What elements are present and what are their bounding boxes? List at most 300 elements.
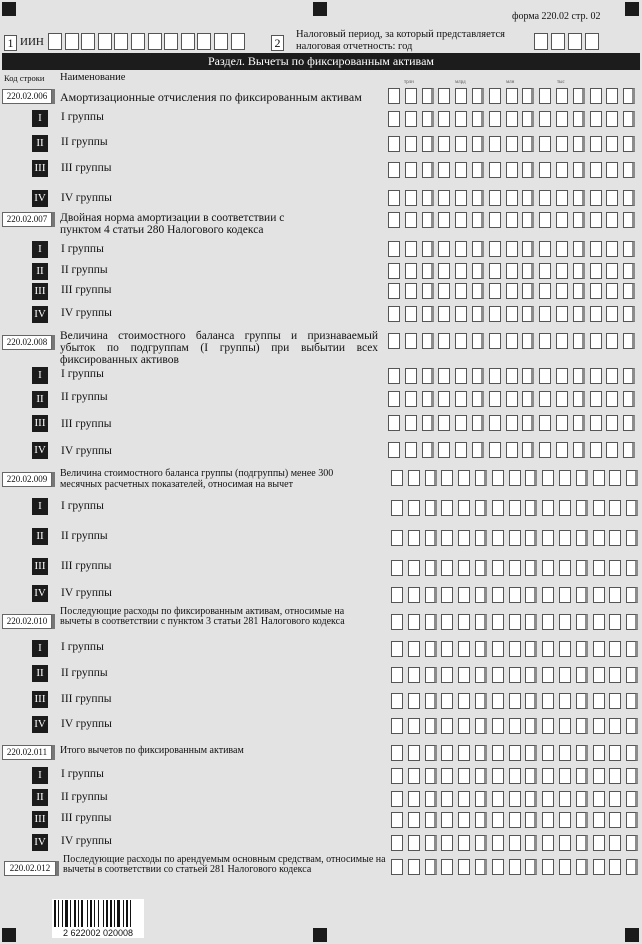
amount-digit-cell[interactable] xyxy=(509,812,521,828)
amount-digit-cell[interactable] xyxy=(506,241,518,257)
amount-digit-cell[interactable] xyxy=(522,136,534,152)
amount-digit-cell[interactable] xyxy=(489,111,501,127)
amount-digit-cell[interactable] xyxy=(422,263,434,279)
amount-digit-cell[interactable] xyxy=(576,693,588,709)
amount-digit-cell[interactable] xyxy=(626,560,638,576)
amount-digit-cell[interactable] xyxy=(489,333,501,349)
amount-digit-cell[interactable] xyxy=(408,530,420,546)
amount-digit-cell[interactable] xyxy=(623,241,635,257)
amount-digit-cell[interactable] xyxy=(623,442,635,458)
amount-digit-cell[interactable] xyxy=(609,745,621,761)
amount-digit-cell[interactable] xyxy=(388,333,400,349)
amount-digit-cell[interactable] xyxy=(441,859,453,875)
amount-digit-cell[interactable] xyxy=(573,283,585,299)
amount-digit-cell[interactable] xyxy=(626,500,638,516)
amount-digit-cell[interactable] xyxy=(606,442,618,458)
amount-digit-cell[interactable] xyxy=(422,442,434,458)
amount-digit-cell[interactable] xyxy=(593,641,605,657)
amount-digit-cell[interactable] xyxy=(556,190,568,206)
amount-digit-cell[interactable] xyxy=(556,136,568,152)
amount-digit-cell[interactable] xyxy=(576,812,588,828)
amount-digit-cell[interactable] xyxy=(559,745,571,761)
amount-digit-cell[interactable] xyxy=(472,415,484,431)
amount-digit-cell[interactable] xyxy=(506,368,518,384)
amount-digit-cell[interactable] xyxy=(441,768,453,784)
amount-digit-cell[interactable] xyxy=(623,263,635,279)
amount-digit-cell[interactable] xyxy=(506,88,518,104)
amount-digit-cell[interactable] xyxy=(525,641,537,657)
amount-digit-cell[interactable] xyxy=(405,306,417,322)
amount-digit-cell[interactable] xyxy=(472,136,484,152)
amount-digit-cell[interactable] xyxy=(472,368,484,384)
amount-digit-cell[interactable] xyxy=(522,212,534,228)
amount-digit-cell[interactable] xyxy=(422,88,434,104)
amount-digit-cell[interactable] xyxy=(472,306,484,322)
amount-digit-cell[interactable] xyxy=(388,306,400,322)
amount-digit-cell[interactable] xyxy=(391,693,403,709)
amount-digit-cell[interactable] xyxy=(506,212,518,228)
amount-digit-cell[interactable] xyxy=(539,306,551,322)
amount-digit-cell[interactable] xyxy=(472,162,484,178)
amount-digit-cell[interactable] xyxy=(609,667,621,683)
amount-digit-cell[interactable] xyxy=(542,835,554,851)
amount-digit-cell[interactable] xyxy=(509,587,521,603)
amount-digit-cell[interactable] xyxy=(438,442,450,458)
amount-digit-cell[interactable] xyxy=(388,415,400,431)
amount-digit-cell[interactable] xyxy=(408,768,420,784)
amount-digit-cell[interactable] xyxy=(559,768,571,784)
amount-digit-cell[interactable] xyxy=(573,162,585,178)
amount-digit-cell[interactable] xyxy=(590,263,602,279)
amount-digit-cell[interactable] xyxy=(593,768,605,784)
amount-digit-cell[interactable] xyxy=(438,306,450,322)
amount-digit-cell[interactable] xyxy=(408,835,420,851)
amount-digit-cell[interactable] xyxy=(590,442,602,458)
amount-digit-cell[interactable] xyxy=(489,212,501,228)
amount-digit-cell[interactable] xyxy=(492,667,504,683)
amount-digit-cell[interactable] xyxy=(556,333,568,349)
amount-digit-cell[interactable] xyxy=(556,212,568,228)
amount-digit-cell[interactable] xyxy=(438,241,450,257)
amount-digit-cell[interactable] xyxy=(539,212,551,228)
amount-digit-cell[interactable] xyxy=(623,283,635,299)
amount-digit-cell[interactable] xyxy=(475,667,487,683)
amount-digit-cell[interactable] xyxy=(525,667,537,683)
amount-digit-cell[interactable] xyxy=(542,614,554,630)
amount-digit-cell[interactable] xyxy=(522,241,534,257)
amount-digit-cell[interactable] xyxy=(455,368,467,384)
amount-digit-cell[interactable] xyxy=(506,136,518,152)
amount-digit-cell[interactable] xyxy=(472,263,484,279)
amount-digit-cell[interactable] xyxy=(405,136,417,152)
amount-digit-cell[interactable] xyxy=(559,641,571,657)
amount-digit-cell[interactable] xyxy=(391,500,403,516)
amount-digit-cell[interactable] xyxy=(492,859,504,875)
amount-digit-cell[interactable] xyxy=(590,111,602,127)
amount-digit-cell[interactable] xyxy=(559,587,571,603)
amount-digit-cell[interactable] xyxy=(458,614,470,630)
amount-digit-cell[interactable] xyxy=(556,391,568,407)
amount-digit-cell[interactable] xyxy=(593,470,605,486)
amount-digit-cell[interactable] xyxy=(391,768,403,784)
amount-digit-cell[interactable] xyxy=(441,718,453,734)
amount-digit-cell[interactable] xyxy=(425,614,437,630)
amount-digit-cell[interactable] xyxy=(593,667,605,683)
amount-digit-cell[interactable] xyxy=(593,693,605,709)
amount-digit-cell[interactable] xyxy=(438,283,450,299)
amount-digit-cell[interactable] xyxy=(542,859,554,875)
amount-digit-cell[interactable] xyxy=(573,368,585,384)
amount-digit-cell[interactable] xyxy=(391,791,403,807)
amount-digit-cell[interactable] xyxy=(455,283,467,299)
amount-digit-cell[interactable] xyxy=(441,641,453,657)
amount-digit-cell[interactable] xyxy=(506,306,518,322)
digit-cell[interactable] xyxy=(181,33,195,50)
amount-digit-cell[interactable] xyxy=(425,791,437,807)
amount-digit-cell[interactable] xyxy=(492,530,504,546)
amount-digit-cell[interactable] xyxy=(539,88,551,104)
amount-digit-cell[interactable] xyxy=(522,162,534,178)
amount-digit-cell[interactable] xyxy=(525,530,537,546)
amount-digit-cell[interactable] xyxy=(539,241,551,257)
amount-digit-cell[interactable] xyxy=(539,136,551,152)
amount-digit-cell[interactable] xyxy=(556,162,568,178)
amount-digit-cell[interactable] xyxy=(405,391,417,407)
amount-digit-cell[interactable] xyxy=(455,190,467,206)
amount-digit-cell[interactable] xyxy=(593,560,605,576)
amount-digit-cell[interactable] xyxy=(509,791,521,807)
amount-digit-cell[interactable] xyxy=(623,162,635,178)
amount-digit-cell[interactable] xyxy=(542,768,554,784)
amount-digit-cell[interactable] xyxy=(438,88,450,104)
amount-digit-cell[interactable] xyxy=(458,667,470,683)
amount-digit-cell[interactable] xyxy=(438,368,450,384)
amount-digit-cell[interactable] xyxy=(408,560,420,576)
amount-digit-cell[interactable] xyxy=(458,560,470,576)
amount-digit-cell[interactable] xyxy=(388,241,400,257)
amount-digit-cell[interactable] xyxy=(539,368,551,384)
amount-digit-cell[interactable] xyxy=(492,693,504,709)
amount-digit-cell[interactable] xyxy=(455,263,467,279)
amount-digit-cell[interactable] xyxy=(606,415,618,431)
amount-digit-cell[interactable] xyxy=(556,415,568,431)
amount-digit-cell[interactable] xyxy=(455,306,467,322)
amount-digit-cell[interactable] xyxy=(388,368,400,384)
amount-digit-cell[interactable] xyxy=(492,500,504,516)
digit-cell[interactable] xyxy=(114,33,128,50)
amount-digit-cell[interactable] xyxy=(458,587,470,603)
amount-digit-cell[interactable] xyxy=(573,263,585,279)
amount-digit-cell[interactable] xyxy=(606,241,618,257)
amount-digit-cell[interactable] xyxy=(590,212,602,228)
amount-digit-cell[interactable] xyxy=(576,718,588,734)
amount-digit-cell[interactable] xyxy=(458,745,470,761)
amount-digit-cell[interactable] xyxy=(489,190,501,206)
amount-digit-cell[interactable] xyxy=(606,283,618,299)
amount-digit-cell[interactable] xyxy=(391,641,403,657)
digit-cell[interactable] xyxy=(98,33,112,50)
amount-digit-cell[interactable] xyxy=(475,745,487,761)
amount-digit-cell[interactable] xyxy=(475,768,487,784)
amount-digit-cell[interactable] xyxy=(525,693,537,709)
amount-digit-cell[interactable] xyxy=(455,88,467,104)
amount-digit-cell[interactable] xyxy=(425,718,437,734)
amount-digit-cell[interactable] xyxy=(606,212,618,228)
amount-digit-cell[interactable] xyxy=(606,263,618,279)
amount-digit-cell[interactable] xyxy=(626,791,638,807)
amount-digit-cell[interactable] xyxy=(609,791,621,807)
amount-digit-cell[interactable] xyxy=(556,283,568,299)
amount-digit-cell[interactable] xyxy=(425,768,437,784)
amount-digit-cell[interactable] xyxy=(458,718,470,734)
amount-digit-cell[interactable] xyxy=(489,263,501,279)
amount-digit-cell[interactable] xyxy=(506,162,518,178)
amount-digit-cell[interactable] xyxy=(593,835,605,851)
digit-cell[interactable] xyxy=(197,33,211,50)
digit-cell[interactable] xyxy=(48,33,62,50)
amount-digit-cell[interactable] xyxy=(408,614,420,630)
amount-digit-cell[interactable] xyxy=(391,835,403,851)
amount-digit-cell[interactable] xyxy=(522,283,534,299)
amount-digit-cell[interactable] xyxy=(609,859,621,875)
amount-digit-cell[interactable] xyxy=(559,859,571,875)
amount-digit-cell[interactable] xyxy=(391,587,403,603)
amount-digit-cell[interactable] xyxy=(506,263,518,279)
amount-digit-cell[interactable] xyxy=(539,442,551,458)
amount-digit-cell[interactable] xyxy=(556,263,568,279)
amount-digit-cell[interactable] xyxy=(425,500,437,516)
amount-digit-cell[interactable] xyxy=(525,745,537,761)
amount-digit-cell[interactable] xyxy=(573,391,585,407)
amount-digit-cell[interactable] xyxy=(573,306,585,322)
amount-digit-cell[interactable] xyxy=(609,560,621,576)
amount-digit-cell[interactable] xyxy=(492,812,504,828)
amount-digit-cell[interactable] xyxy=(576,587,588,603)
amount-digit-cell[interactable] xyxy=(506,190,518,206)
amount-digit-cell[interactable] xyxy=(405,283,417,299)
amount-digit-cell[interactable] xyxy=(626,470,638,486)
amount-digit-cell[interactable] xyxy=(509,560,521,576)
amount-digit-cell[interactable] xyxy=(408,500,420,516)
amount-digit-cell[interactable] xyxy=(438,263,450,279)
amount-digit-cell[interactable] xyxy=(542,791,554,807)
amount-digit-cell[interactable] xyxy=(509,768,521,784)
amount-digit-cell[interactable] xyxy=(593,791,605,807)
amount-digit-cell[interactable] xyxy=(405,212,417,228)
amount-digit-cell[interactable] xyxy=(405,162,417,178)
amount-digit-cell[interactable] xyxy=(542,693,554,709)
amount-digit-cell[interactable] xyxy=(509,530,521,546)
digit-cell[interactable] xyxy=(65,33,79,50)
amount-digit-cell[interactable] xyxy=(422,283,434,299)
amount-digit-cell[interactable] xyxy=(556,111,568,127)
amount-digit-cell[interactable] xyxy=(525,812,537,828)
amount-digit-cell[interactable] xyxy=(441,587,453,603)
amount-digit-cell[interactable] xyxy=(559,614,571,630)
amount-digit-cell[interactable] xyxy=(573,136,585,152)
amount-digit-cell[interactable] xyxy=(388,212,400,228)
amount-digit-cell[interactable] xyxy=(408,745,420,761)
amount-digit-cell[interactable] xyxy=(425,667,437,683)
digit-cell[interactable] xyxy=(551,33,565,50)
amount-digit-cell[interactable] xyxy=(573,111,585,127)
amount-digit-cell[interactable] xyxy=(472,241,484,257)
amount-digit-cell[interactable] xyxy=(475,835,487,851)
amount-digit-cell[interactable] xyxy=(388,111,400,127)
amount-digit-cell[interactable] xyxy=(438,415,450,431)
amount-digit-cell[interactable] xyxy=(489,391,501,407)
amount-digit-cell[interactable] xyxy=(472,442,484,458)
amount-digit-cell[interactable] xyxy=(522,333,534,349)
amount-digit-cell[interactable] xyxy=(593,859,605,875)
amount-digit-cell[interactable] xyxy=(573,442,585,458)
amount-digit-cell[interactable] xyxy=(626,768,638,784)
amount-digit-cell[interactable] xyxy=(609,614,621,630)
amount-digit-cell[interactable] xyxy=(492,791,504,807)
amount-digit-cell[interactable] xyxy=(391,745,403,761)
amount-digit-cell[interactable] xyxy=(542,812,554,828)
amount-digit-cell[interactable] xyxy=(408,791,420,807)
amount-digit-cell[interactable] xyxy=(506,391,518,407)
amount-digit-cell[interactable] xyxy=(559,693,571,709)
amount-digit-cell[interactable] xyxy=(458,500,470,516)
amount-digit-cell[interactable] xyxy=(606,190,618,206)
amount-digit-cell[interactable] xyxy=(576,614,588,630)
amount-digit-cell[interactable] xyxy=(405,263,417,279)
amount-digit-cell[interactable] xyxy=(593,530,605,546)
amount-digit-cell[interactable] xyxy=(590,368,602,384)
amount-digit-cell[interactable] xyxy=(573,190,585,206)
amount-digit-cell[interactable] xyxy=(522,190,534,206)
amount-digit-cell[interactable] xyxy=(576,667,588,683)
amount-digit-cell[interactable] xyxy=(539,283,551,299)
amount-digit-cell[interactable] xyxy=(388,391,400,407)
amount-digit-cell[interactable] xyxy=(626,614,638,630)
amount-digit-cell[interactable] xyxy=(441,614,453,630)
amount-digit-cell[interactable] xyxy=(405,368,417,384)
digit-cell[interactable] xyxy=(131,33,145,50)
amount-digit-cell[interactable] xyxy=(425,835,437,851)
amount-digit-cell[interactable] xyxy=(593,745,605,761)
amount-digit-cell[interactable] xyxy=(492,768,504,784)
amount-digit-cell[interactable] xyxy=(422,391,434,407)
amount-digit-cell[interactable] xyxy=(606,368,618,384)
amount-digit-cell[interactable] xyxy=(559,560,571,576)
amount-digit-cell[interactable] xyxy=(576,500,588,516)
amount-digit-cell[interactable] xyxy=(626,718,638,734)
amount-digit-cell[interactable] xyxy=(556,368,568,384)
amount-digit-cell[interactable] xyxy=(609,768,621,784)
amount-digit-cell[interactable] xyxy=(509,718,521,734)
amount-digit-cell[interactable] xyxy=(458,641,470,657)
amount-digit-cell[interactable] xyxy=(492,718,504,734)
amount-digit-cell[interactable] xyxy=(441,835,453,851)
amount-digit-cell[interactable] xyxy=(590,333,602,349)
amount-digit-cell[interactable] xyxy=(489,162,501,178)
amount-digit-cell[interactable] xyxy=(623,306,635,322)
amount-digit-cell[interactable] xyxy=(525,470,537,486)
amount-digit-cell[interactable] xyxy=(391,812,403,828)
amount-digit-cell[interactable] xyxy=(509,667,521,683)
amount-digit-cell[interactable] xyxy=(539,415,551,431)
amount-digit-cell[interactable] xyxy=(539,111,551,127)
amount-digit-cell[interactable] xyxy=(626,812,638,828)
amount-digit-cell[interactable] xyxy=(590,283,602,299)
amount-digit-cell[interactable] xyxy=(542,718,554,734)
amount-digit-cell[interactable] xyxy=(475,859,487,875)
amount-digit-cell[interactable] xyxy=(509,859,521,875)
amount-digit-cell[interactable] xyxy=(492,470,504,486)
amount-digit-cell[interactable] xyxy=(455,241,467,257)
amount-digit-cell[interactable] xyxy=(506,283,518,299)
amount-digit-cell[interactable] xyxy=(623,88,635,104)
amount-digit-cell[interactable] xyxy=(542,560,554,576)
amount-digit-cell[interactable] xyxy=(509,500,521,516)
amount-digit-cell[interactable] xyxy=(576,560,588,576)
amount-digit-cell[interactable] xyxy=(590,162,602,178)
amount-digit-cell[interactable] xyxy=(522,391,534,407)
amount-digit-cell[interactable] xyxy=(542,667,554,683)
amount-digit-cell[interactable] xyxy=(509,745,521,761)
amount-digit-cell[interactable] xyxy=(425,530,437,546)
amount-digit-cell[interactable] xyxy=(590,190,602,206)
amount-digit-cell[interactable] xyxy=(422,415,434,431)
amount-digit-cell[interactable] xyxy=(408,718,420,734)
amount-digit-cell[interactable] xyxy=(475,614,487,630)
amount-digit-cell[interactable] xyxy=(576,791,588,807)
amount-digit-cell[interactable] xyxy=(422,241,434,257)
amount-digit-cell[interactable] xyxy=(438,136,450,152)
amount-digit-cell[interactable] xyxy=(455,391,467,407)
amount-digit-cell[interactable] xyxy=(525,500,537,516)
amount-digit-cell[interactable] xyxy=(522,306,534,322)
amount-digit-cell[interactable] xyxy=(489,368,501,384)
amount-digit-cell[interactable] xyxy=(542,587,554,603)
amount-digit-cell[interactable] xyxy=(606,162,618,178)
amount-digit-cell[interactable] xyxy=(559,835,571,851)
amount-digit-cell[interactable] xyxy=(455,212,467,228)
amount-digit-cell[interactable] xyxy=(455,333,467,349)
amount-digit-cell[interactable] xyxy=(472,190,484,206)
amount-digit-cell[interactable] xyxy=(576,641,588,657)
amount-digit-cell[interactable] xyxy=(623,111,635,127)
amount-digit-cell[interactable] xyxy=(458,768,470,784)
amount-digit-cell[interactable] xyxy=(609,641,621,657)
amount-digit-cell[interactable] xyxy=(408,812,420,828)
amount-digit-cell[interactable] xyxy=(525,791,537,807)
amount-digit-cell[interactable] xyxy=(509,641,521,657)
amount-digit-cell[interactable] xyxy=(475,587,487,603)
digit-cell[interactable] xyxy=(164,33,178,50)
amount-digit-cell[interactable] xyxy=(573,415,585,431)
digit-cell[interactable] xyxy=(214,33,228,50)
amount-digit-cell[interactable] xyxy=(408,587,420,603)
amount-digit-cell[interactable] xyxy=(441,530,453,546)
amount-digit-cell[interactable] xyxy=(455,442,467,458)
amount-digit-cell[interactable] xyxy=(522,415,534,431)
amount-digit-cell[interactable] xyxy=(441,667,453,683)
amount-digit-cell[interactable] xyxy=(525,835,537,851)
amount-digit-cell[interactable] xyxy=(489,283,501,299)
amount-digit-cell[interactable] xyxy=(425,560,437,576)
amount-digit-cell[interactable] xyxy=(489,442,501,458)
amount-digit-cell[interactable] xyxy=(626,859,638,875)
amount-digit-cell[interactable] xyxy=(590,415,602,431)
amount-digit-cell[interactable] xyxy=(626,641,638,657)
amount-digit-cell[interactable] xyxy=(623,190,635,206)
amount-digit-cell[interactable] xyxy=(573,241,585,257)
amount-digit-cell[interactable] xyxy=(441,500,453,516)
